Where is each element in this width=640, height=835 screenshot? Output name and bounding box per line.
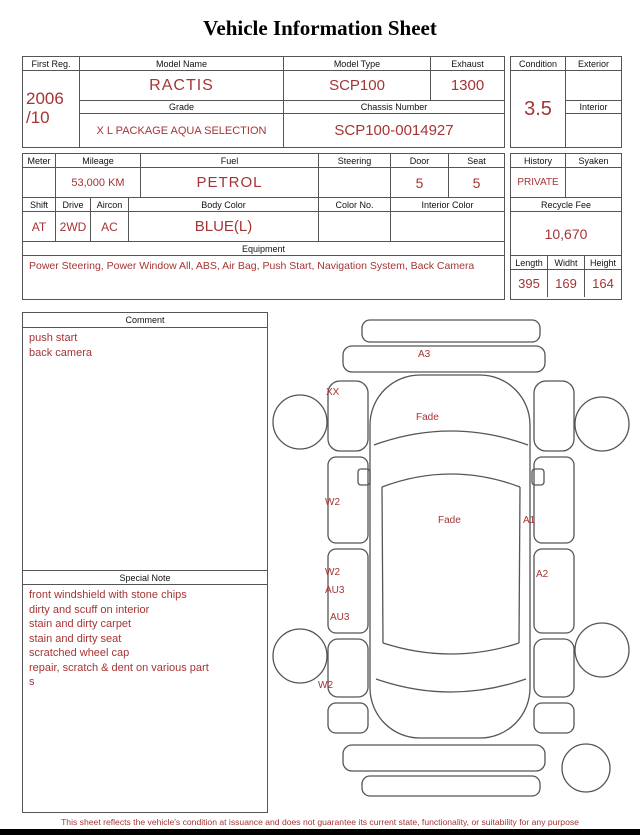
model-name-value: RACTIS (80, 71, 284, 101)
length-value: 395 (511, 270, 548, 297)
history-label: History (511, 154, 566, 168)
comment-label: Comment (23, 313, 267, 328)
special-note-label: Special Note (23, 570, 267, 585)
door-label: Door (391, 154, 449, 168)
recycle-fee-label: Recycle Fee (511, 198, 621, 212)
equipment-value: Power Steering, Power Window All, ABS, Air Bag, Push Start, Navigation System, Back Camera (29, 260, 475, 272)
color-no-value (319, 212, 391, 241)
condition-value: 3.5 (511, 71, 566, 147)
grade-label: Grade (80, 101, 284, 114)
comment-panel (22, 312, 268, 813)
first-reg-year: 2006 (26, 89, 64, 109)
damage-mark: XX (326, 387, 340, 398)
meter-value (23, 168, 56, 197)
exhaust-value: 1300 (431, 71, 504, 101)
aircon-label: Aircon (91, 198, 129, 212)
model-type-value: SCP100 (284, 71, 431, 101)
equipment-label: Equipment (23, 242, 504, 256)
interior-color-value (391, 212, 504, 241)
damage-mark: AU3 (330, 612, 350, 623)
history-value: PRIVATE (511, 168, 566, 197)
special-note-line: front windshield with stone chips (29, 589, 187, 601)
exhaust-label: Exhaust (431, 57, 504, 71)
recycle-fee-value: 10,670 (544, 225, 588, 242)
footer-disclaimer: This sheet reflects the vehicle's condition at issuance and does not guarantee its current state, functionality, or suitability for any purpose (61, 817, 579, 827)
interior-label: Interior (566, 101, 621, 114)
drive-label: Drive (56, 198, 91, 212)
damage-mark: AU3 (325, 585, 345, 596)
special-note-line: stain and dirty seat (29, 632, 122, 645)
first-reg-value (23, 71, 80, 147)
car-damage-diagram (270, 313, 632, 813)
history-fee-table (510, 153, 622, 300)
condition-label: Condition (511, 57, 566, 71)
diagram-marks (270, 313, 632, 813)
model-name-label: Model Name (80, 57, 284, 71)
special-note-line: stain and dirty carpet (29, 618, 132, 631)
model-type-label: Model Type (284, 57, 431, 71)
exterior-value (566, 71, 621, 101)
special-note-line: repair, scratch & dent on various part (29, 661, 209, 674)
width-label: Widht (548, 256, 585, 270)
vehicle-id-table (22, 56, 505, 148)
height-label: Height (585, 256, 621, 270)
width-value: 169 (548, 270, 585, 297)
damage-mark: Fade (438, 515, 461, 526)
comment-line: push start (29, 332, 78, 344)
seat-value: 5 (472, 174, 481, 191)
fuel-label: Fuel (141, 154, 319, 168)
shift-label: Shift (23, 198, 56, 212)
comment-line: back camera (29, 346, 92, 359)
grade-value: X L PACKAGE AQUA SELECTION (80, 114, 284, 147)
comment-text (23, 328, 267, 570)
interior-value (566, 114, 621, 147)
special-note-text (23, 585, 267, 811)
special-note-line: scratched wheel cap (29, 647, 130, 660)
exterior-label: Exterior (566, 57, 621, 71)
mileage-label: Mileage (56, 154, 141, 168)
drive-value: 2WD (56, 212, 91, 241)
door-value: 5 (391, 168, 449, 197)
damage-mark: Fade (416, 412, 439, 423)
meter-label: Meter (23, 154, 56, 168)
damage-mark: A1 (523, 515, 536, 526)
steering-value (319, 168, 391, 197)
special-note-line: s (29, 676, 35, 689)
color-no-label: Color No. (319, 198, 391, 212)
interior-color-label: Interior Color (391, 198, 504, 212)
first-reg-label: First Reg. (23, 57, 80, 71)
page-title: Vehicle Information Sheet (203, 16, 437, 40)
syaken-label: Syaken (566, 154, 621, 168)
damage-mark: A2 (536, 569, 549, 580)
chassis-number-value: SCP100-0014927 (334, 122, 454, 139)
damage-mark: W2 (325, 567, 340, 578)
steering-label: Steering (319, 154, 391, 168)
damage-mark: A3 (418, 349, 431, 360)
condition-table (510, 56, 622, 148)
special-note-line: dirty and scuff on interior (29, 603, 150, 616)
damage-mark: W2 (325, 497, 340, 508)
damage-mark: W2 (318, 680, 333, 691)
first-reg-month: /10 (26, 108, 50, 127)
fuel-value: PETROL (141, 168, 319, 197)
seat-label: Seat (449, 154, 504, 168)
length-label: Length (511, 256, 548, 270)
chassis-number-label: Chassis Number (284, 101, 504, 114)
syaken-value (566, 168, 621, 197)
aircon-value: AC (91, 212, 129, 241)
height-value: 164 (592, 276, 614, 291)
spec-table (22, 153, 505, 300)
body-color-label: Body Color (129, 198, 319, 212)
shift-value: AT (23, 212, 56, 241)
body-color-value: BLUE(L) (129, 212, 319, 241)
bottom-edge-bar (0, 829, 640, 835)
mileage-value: 53,000 KM (56, 168, 141, 197)
